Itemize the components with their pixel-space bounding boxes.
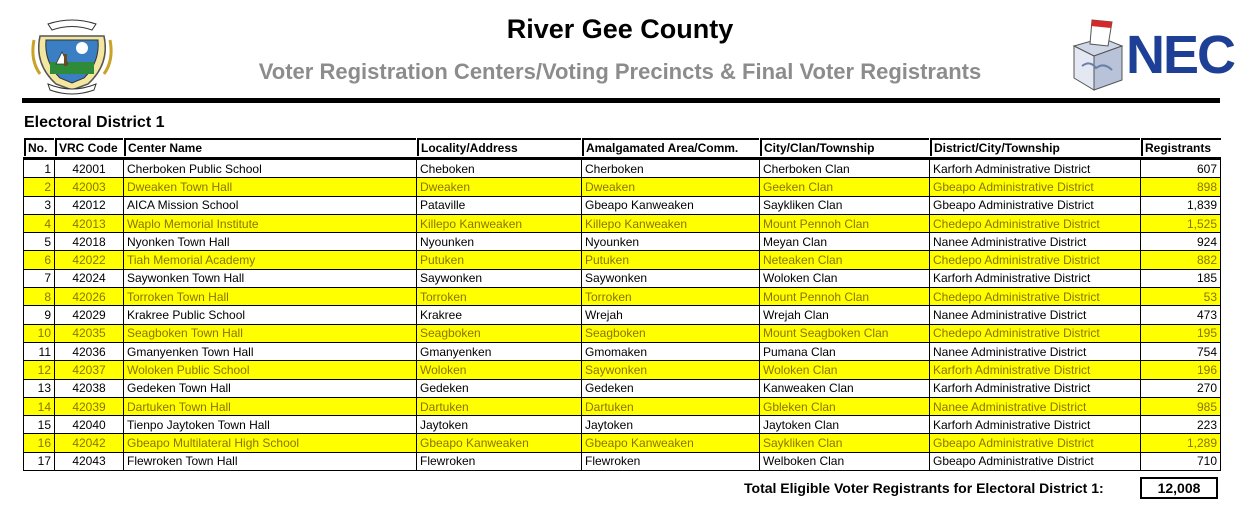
cell-no: 11 bbox=[24, 342, 55, 360]
cell-clan: Cherboken Clan bbox=[760, 159, 930, 178]
cell-code: 42043 bbox=[55, 452, 124, 470]
cell-registrants: 898 bbox=[1141, 178, 1221, 196]
cell-locality: Pataville bbox=[417, 196, 582, 214]
cell-no: 17 bbox=[24, 452, 55, 470]
cell-code: 42024 bbox=[55, 269, 124, 287]
cell-clan: Gbleken Clan bbox=[760, 397, 930, 415]
table-row bbox=[24, 269, 1221, 287]
cell-area: Killepo Kanweaken bbox=[582, 214, 760, 232]
cell-clan: Woloken Clan bbox=[760, 269, 930, 287]
cell-center: Saywonken Town Hall bbox=[124, 269, 417, 287]
cell-registrants: 196 bbox=[1141, 361, 1221, 379]
cell-locality: Krakree bbox=[417, 306, 582, 324]
cell-clan: Kanweaken Clan bbox=[760, 379, 930, 397]
cell-area: Dweaken bbox=[582, 178, 760, 196]
cell-no: 9 bbox=[24, 306, 55, 324]
table-row bbox=[24, 342, 1221, 360]
cell-center: Dweaken Town Hall bbox=[124, 178, 417, 196]
cell-clan: Geeken Clan bbox=[760, 178, 930, 196]
cell-registrants: 924 bbox=[1141, 233, 1221, 251]
cell-center: Gedeken Town Hall bbox=[124, 379, 417, 397]
cell-area: Saywonken bbox=[582, 361, 760, 379]
cell-no: 16 bbox=[24, 434, 55, 452]
column-header: Center Name bbox=[124, 137, 417, 159]
table-row bbox=[24, 233, 1221, 251]
cell-no: 12 bbox=[24, 361, 55, 379]
cell-district: Gbeapo Administrative District bbox=[930, 452, 1141, 470]
cell-area: Dartuken bbox=[582, 397, 760, 415]
cell-clan: Wrejah Clan bbox=[760, 306, 930, 324]
cell-code: 42040 bbox=[55, 416, 124, 434]
cell-district: Gbeapo Administrative District bbox=[930, 196, 1141, 214]
table-header-row bbox=[24, 137, 1221, 159]
cell-area: Gbeapo Kanweaken bbox=[582, 434, 760, 452]
cell-area: Gedeken bbox=[582, 379, 760, 397]
cell-locality: Killepo Kanweaken bbox=[417, 214, 582, 232]
cell-area: Nyounken bbox=[582, 233, 760, 251]
table-row bbox=[24, 324, 1221, 342]
cell-code: 42012 bbox=[55, 196, 124, 214]
cell-registrants: 473 bbox=[1141, 306, 1221, 324]
cell-center: Woloken Public School bbox=[124, 361, 417, 379]
cell-code: 42022 bbox=[55, 251, 124, 269]
cell-district: Karforh Administrative District bbox=[930, 361, 1141, 379]
table-row bbox=[24, 178, 1221, 196]
cell-district: Nanee Administrative District bbox=[930, 233, 1141, 251]
registration-table bbox=[23, 137, 1221, 471]
cell-registrants: 882 bbox=[1141, 251, 1221, 269]
cell-area: Flewroken bbox=[582, 452, 760, 470]
cell-registrants: 1,839 bbox=[1141, 196, 1221, 214]
cell-district: Karforh Administrative District bbox=[930, 379, 1141, 397]
cell-district: Nanee Administrative District bbox=[930, 397, 1141, 415]
cell-no: 8 bbox=[24, 288, 55, 306]
cell-locality: Gbeapo Kanweaken bbox=[417, 434, 582, 452]
cell-area: Saywonken bbox=[582, 269, 760, 287]
cell-center: Flewroken Town Hall bbox=[124, 452, 417, 470]
cell-clan: Welboken Clan bbox=[760, 452, 930, 470]
cell-center: Waplo Memorial Institute bbox=[124, 214, 417, 232]
cell-no: 13 bbox=[24, 379, 55, 397]
cell-center: Nyonken Town Hall bbox=[124, 233, 417, 251]
cell-no: 2 bbox=[24, 178, 55, 196]
cell-no: 5 bbox=[24, 233, 55, 251]
cell-code: 42036 bbox=[55, 342, 124, 360]
cell-district: Chedepo Administrative District bbox=[930, 324, 1141, 342]
cell-code: 42018 bbox=[55, 233, 124, 251]
cell-center: Seagboken Town Hall bbox=[124, 324, 417, 342]
cell-locality: Jaytoken bbox=[417, 416, 582, 434]
cell-code: 42029 bbox=[55, 306, 124, 324]
column-header: No. bbox=[24, 137, 55, 159]
cell-code: 42037 bbox=[55, 361, 124, 379]
cell-clan: Woloken Clan bbox=[760, 361, 930, 379]
cell-district: Chedepo Administrative District bbox=[930, 251, 1141, 269]
cell-no: 15 bbox=[24, 416, 55, 434]
table-row bbox=[24, 379, 1221, 397]
column-header: Amalgamated Area/Comm. bbox=[582, 137, 760, 159]
cell-registrants: 195 bbox=[1141, 324, 1221, 342]
cell-center: Gmanyenken Town Hall bbox=[124, 342, 417, 360]
cell-clan: Neteaken Clan bbox=[760, 251, 930, 269]
table-row bbox=[24, 452, 1221, 470]
cell-code: 42001 bbox=[55, 159, 124, 178]
cell-registrants: 607 bbox=[1141, 159, 1221, 178]
cell-clan: Jaytoken Clan bbox=[760, 416, 930, 434]
cell-registrants: 754 bbox=[1141, 342, 1221, 360]
district-title: Electoral District 1 bbox=[24, 114, 165, 131]
cell-center: Krakree Public School bbox=[124, 306, 417, 324]
cell-clan: Saykliken Clan bbox=[760, 196, 930, 214]
cell-clan: Mount Pennoh Clan bbox=[760, 288, 930, 306]
cell-no: 6 bbox=[24, 251, 55, 269]
cell-clan: Meyan Clan bbox=[760, 233, 930, 251]
cell-district: Karforh Administrative District bbox=[930, 269, 1141, 287]
cell-area: Jaytoken bbox=[582, 416, 760, 434]
page-title: River Gee County bbox=[506, 14, 734, 44]
cell-area: Seagboken bbox=[582, 324, 760, 342]
cell-no: 3 bbox=[24, 196, 55, 214]
cell-area: Putuken bbox=[582, 251, 760, 269]
cell-registrants: 1,289 bbox=[1141, 434, 1221, 452]
cell-center: AICA Mission School bbox=[124, 196, 417, 214]
cell-registrants: 185 bbox=[1141, 269, 1221, 287]
table-row bbox=[24, 159, 1221, 178]
table-row bbox=[24, 416, 1221, 434]
cell-locality: Dweaken bbox=[417, 178, 582, 196]
cell-area: Cherboken bbox=[582, 159, 760, 178]
nec-ballot-box-icon bbox=[1068, 16, 1235, 94]
cell-center: Torroken Town Hall bbox=[124, 288, 417, 306]
cell-area: Gmomaken bbox=[582, 342, 760, 360]
column-header: Locality/Address bbox=[417, 137, 582, 159]
cell-locality: Cheboken bbox=[417, 159, 582, 178]
table-row bbox=[24, 361, 1221, 379]
cell-clan: Saykliken Clan bbox=[760, 434, 930, 452]
cell-locality: Torroken bbox=[417, 288, 582, 306]
table-row bbox=[24, 288, 1221, 306]
cell-district: Nanee Administrative District bbox=[930, 306, 1141, 324]
table-row bbox=[24, 306, 1221, 324]
table-row bbox=[24, 397, 1221, 415]
cell-center: Tiah Memorial Academy bbox=[124, 251, 417, 269]
column-header: City/Clan/Township bbox=[760, 137, 930, 159]
cell-district: Gbeapo Administrative District bbox=[930, 434, 1141, 452]
cell-district: Karforh Administrative District bbox=[930, 159, 1141, 178]
cell-clan: Mount Seagboken Clan bbox=[760, 324, 930, 342]
header-divider bbox=[22, 98, 1220, 103]
cell-locality: Woloken bbox=[417, 361, 582, 379]
cell-center: Dartuken Town Hall bbox=[124, 397, 417, 415]
cell-registrants: 1,525 bbox=[1141, 214, 1221, 232]
cell-locality: Gedeken bbox=[417, 379, 582, 397]
cell-district: Nanee Administrative District bbox=[930, 342, 1141, 360]
cell-locality: Saywonken bbox=[417, 269, 582, 287]
cell-center: Tienpo Jaytoken Town Hall bbox=[124, 416, 417, 434]
cell-area: Wrejah bbox=[582, 306, 760, 324]
cell-code: 42026 bbox=[55, 288, 124, 306]
cell-no: 10 bbox=[24, 324, 55, 342]
cell-no: 1 bbox=[24, 159, 55, 178]
cell-registrants: 710 bbox=[1141, 452, 1221, 470]
column-header: Registrants bbox=[1141, 137, 1221, 159]
cell-no: 7 bbox=[24, 269, 55, 287]
cell-registrants: 223 bbox=[1141, 416, 1221, 434]
total-value: 12,008 bbox=[1140, 477, 1218, 499]
cell-district: Karforh Administrative District bbox=[930, 416, 1141, 434]
cell-center: Cherboken Public School bbox=[124, 159, 417, 178]
total-label: Total Eligible Voter Registrants for Electoral District 1: bbox=[744, 480, 1104, 496]
column-header: VRC Code bbox=[55, 137, 124, 159]
cell-district: Chedepo Administrative District bbox=[930, 288, 1141, 306]
cell-no: 4 bbox=[24, 214, 55, 232]
table-row bbox=[24, 251, 1221, 269]
column-header: District/City/Township bbox=[930, 137, 1141, 159]
table-row bbox=[24, 434, 1221, 452]
cell-code: 42038 bbox=[55, 379, 124, 397]
cell-locality: Flewroken bbox=[417, 452, 582, 470]
cell-locality: Seagboken bbox=[417, 324, 582, 342]
cell-clan: Mount Pennoh Clan bbox=[760, 214, 930, 232]
cell-locality: Putuken bbox=[417, 251, 582, 269]
table-row bbox=[24, 214, 1221, 232]
cell-code: 42042 bbox=[55, 434, 124, 452]
table-row bbox=[24, 196, 1221, 214]
cell-center: Gbeapo Multilateral High School bbox=[124, 434, 417, 452]
cell-code: 42035 bbox=[55, 324, 124, 342]
cell-code: 42039 bbox=[55, 397, 124, 415]
cell-code: 42003 bbox=[55, 178, 124, 196]
cell-locality: Dartuken bbox=[417, 397, 582, 415]
cell-district: Gbeapo Administrative District bbox=[930, 178, 1141, 196]
cell-registrants: 270 bbox=[1141, 379, 1221, 397]
cell-code: 42013 bbox=[55, 214, 124, 232]
cell-no: 14 bbox=[24, 397, 55, 415]
cell-district: Chedepo Administrative District bbox=[930, 214, 1141, 232]
page-subtitle: Voter Registration Centers/Voting Precincts & Final Voter Registrants bbox=[258, 59, 982, 84]
nec-logo-text: NEC bbox=[1126, 25, 1235, 85]
cell-registrants: 985 bbox=[1141, 397, 1221, 415]
cell-clan: Pumana Clan bbox=[760, 342, 930, 360]
cell-area: Gbeapo Kanweaken bbox=[582, 196, 760, 214]
cell-area: Torroken bbox=[582, 288, 760, 306]
cell-locality: Nyounken bbox=[417, 233, 582, 251]
cell-registrants: 53 bbox=[1141, 288, 1221, 306]
cell-locality: Gmanyenken bbox=[417, 342, 582, 360]
